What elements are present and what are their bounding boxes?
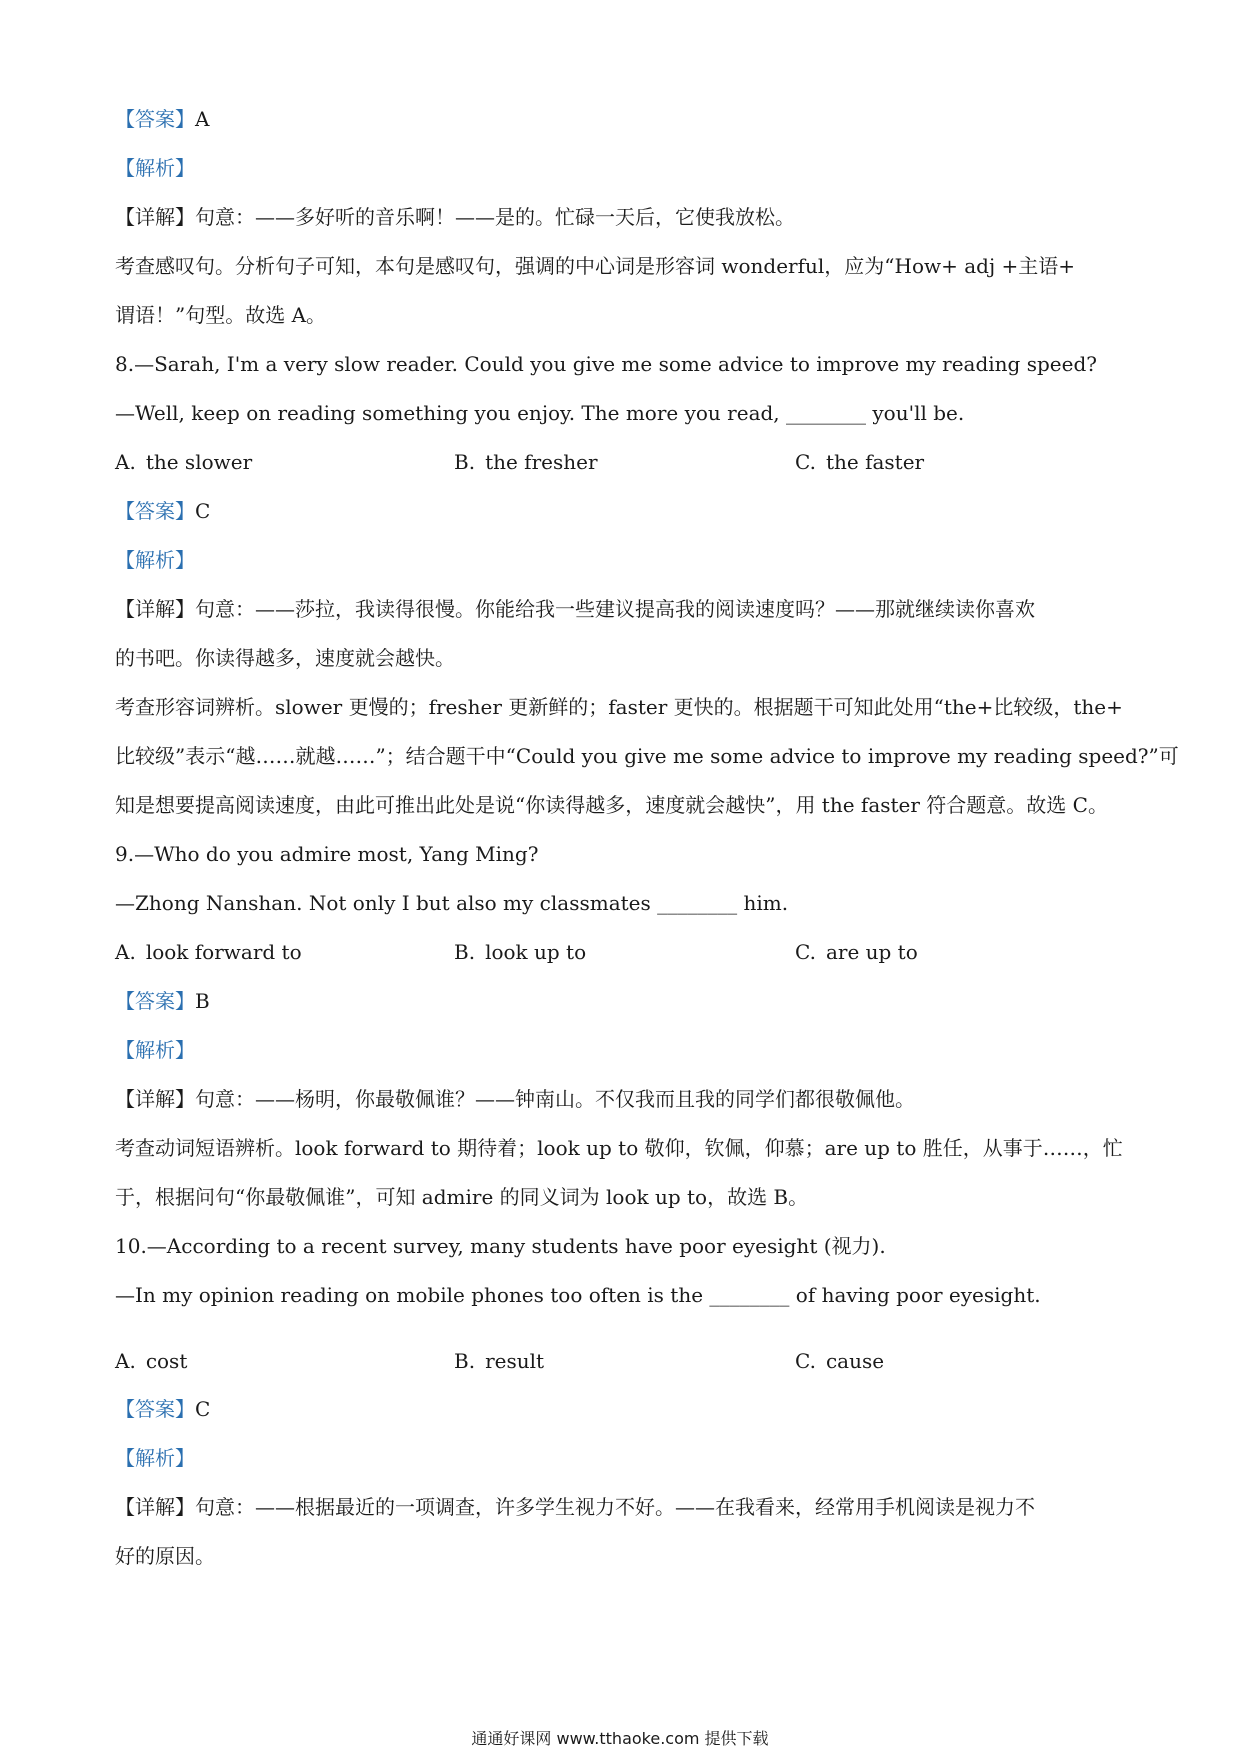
q8-option-b: [454, 448, 598, 476]
page-footer: 通通好课网 www.tthaoke.com 提供下载: [471, 1729, 769, 1748]
answer-label: 【答案】: [115, 499, 195, 523]
option-letter: B.: [454, 940, 476, 964]
detail-text: 句意：——多好听的音乐啊！——是的。忙碌一天后，它使我放松。: [195, 205, 795, 229]
answer-value: B: [195, 989, 210, 1013]
q10-option-b: [454, 1347, 544, 1375]
q7-detail: [115, 203, 1130, 231]
analysis-label: 【解析】: [115, 548, 195, 572]
detail-text: 句意：——杨明，你最敬佩谁？——钟南山。不仅我而且我的同学们都很敬佩他。: [195, 1087, 915, 1111]
q8-option-a: [115, 448, 252, 476]
q8-stem-line-1: 8.—Sarah, I'm a very slow reader. Could you give me some advice to improve my reading speed?: [115, 352, 1097, 376]
q8-explain-line-3: 知是想要提高阅读速度，由此可推出此处是说“你读得越多，速度就会越快”，用 the faster 符合题意。故选 C。: [115, 793, 1108, 817]
q7-explain-line-2: 谓语！”句型。故选 A。: [115, 303, 327, 327]
q9-stem-line-2: —Zhong Nanshan. Not only I but also my classmates ________ him.: [115, 891, 789, 915]
answer-label: 【答案】: [115, 107, 195, 131]
option-text: look forward to: [145, 940, 302, 964]
q9-explain-line-1: 考查动词短语辨析。look forward to 期待着；look up to 敬仰，钦佩，仰慕；are up to 胜任，从事于……，忙: [115, 1136, 1123, 1160]
q9-answer: [115, 987, 1130, 1015]
option-letter: A.: [115, 450, 136, 474]
answer-value: C: [195, 1397, 211, 1421]
q10-analysis: [115, 1444, 1130, 1472]
option-letter: B.: [454, 450, 476, 474]
q8-answer: [115, 497, 1130, 525]
option-text: the fresher: [485, 450, 598, 474]
q10-detail-line-2: 好的原因。: [115, 1544, 215, 1568]
option-text: the faster: [825, 450, 925, 474]
q9-option-a: [115, 938, 302, 966]
detail-label: 【详解】: [115, 1087, 195, 1111]
q8-option-c: [795, 448, 924, 476]
q7-explain-line-1: 考查感叹句。分析句子可知，本句是感叹句，强调的中心词是形容词 wonderful，应为“How+ adj +主语+: [115, 254, 1076, 278]
analysis-label: 【解析】: [115, 156, 195, 180]
q9-option-b: [454, 938, 586, 966]
q8-explain-line-1: 考查形容词辨析。slower 更慢的；fresher 更新鲜的；faster 更快的。根据题干可知此处用“the+比较级，the+: [115, 695, 1123, 719]
q7-answer: [115, 105, 1130, 133]
answer-value: C: [195, 499, 211, 523]
answer-label: 【答案】: [115, 1397, 195, 1421]
option-text: the slower: [145, 450, 253, 474]
q10-option-c: [795, 1347, 884, 1375]
option-text: cause: [825, 1349, 885, 1373]
option-letter: C.: [795, 1349, 816, 1373]
q8-detail-line-2: 的书吧。你读得越多，速度就会越快。: [115, 646, 455, 670]
option-letter: A.: [115, 1349, 136, 1373]
option-letter: A.: [115, 940, 136, 964]
q10-stem-line-2: —In my opinion reading on mobile phones too often is the ________ of having poor eyesight.: [115, 1283, 1041, 1307]
answer-label: 【答案】: [115, 989, 195, 1013]
q8-explain-line-2: 比较级”表示“越……就越……”；结合题干中“Could you give me some advice to improve my reading speed?”可: [115, 744, 1179, 768]
option-letter: B.: [454, 1349, 476, 1373]
q10-detail-line-1: [115, 1493, 1130, 1521]
q9-analysis: [115, 1036, 1130, 1064]
detail-label: 【详解】: [115, 597, 195, 621]
detail-label: 【详解】: [115, 205, 195, 229]
q9-explain-line-2: 于，根据问句“你最敬佩谁”，可知 admire 的同义词为 look up to，故选 B。: [115, 1185, 809, 1209]
q8-detail-line-1: [115, 595, 1130, 623]
option-text: cost: [145, 1349, 188, 1373]
q8-stem-line-2: —Well, keep on reading something you enjoy. The more you read, ________ you'll be.: [115, 401, 965, 425]
q9-option-c: [795, 938, 918, 966]
analysis-label: 【解析】: [115, 1038, 195, 1062]
option-letter: C.: [795, 940, 816, 964]
detail-label: 【详解】: [115, 1495, 195, 1519]
q8-analysis: [115, 546, 1130, 574]
analysis-label: 【解析】: [115, 1446, 195, 1470]
answer-value: A: [195, 107, 210, 131]
option-letter: C.: [795, 450, 816, 474]
option-text: result: [485, 1349, 545, 1373]
detail-text: 句意：——根据最近的一项调查，许多学生视力不好。——在我看来，经常用手机阅读是视力不: [195, 1495, 1035, 1519]
option-text: are up to: [825, 940, 918, 964]
option-text: look up to: [485, 940, 587, 964]
q9-detail: [115, 1085, 1130, 1113]
q9-stem-line-1: 9.—Who do you admire most, Yang Ming?: [115, 842, 539, 866]
q10-option-a: [115, 1347, 187, 1375]
detail-text: 句意：——莎拉，我读得很慢。你能给我一些建议提高我的阅读速度吗？——那就继续读你喜欢: [195, 597, 1035, 621]
q10-answer: [115, 1395, 1130, 1423]
q10-stem-line-1: 10.—According to a recent survey, many students have poor eyesight (视力).: [115, 1234, 886, 1258]
q7-analysis: [115, 154, 1130, 182]
